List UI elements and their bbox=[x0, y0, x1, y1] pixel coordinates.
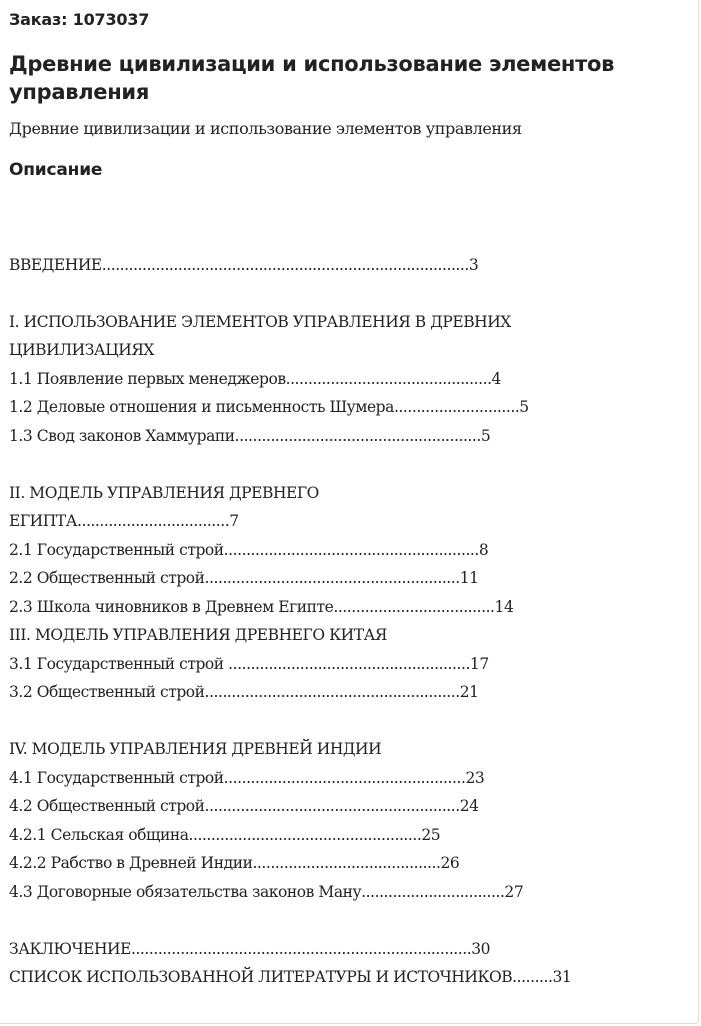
toc-line: 2.2 Общественный строй.........................................................11 bbox=[9, 569, 479, 587]
toc-blank-line bbox=[9, 222, 689, 251]
toc-line: 4.3 Договорные обязательства законов Ману................................27 bbox=[9, 882, 524, 901]
toc-line: 1.1 Появление первых менеджеров..............................................4 bbox=[9, 369, 501, 388]
toc-line: 4.1 Государственный строй......................................................23 bbox=[9, 768, 485, 787]
page-subtitle: Древние цивилизации и использование элементов управления bbox=[9, 119, 522, 138]
toc-line: ЦИВИЛИЗАЦИЯХ bbox=[9, 341, 154, 359]
toc-line: 3.2 Общественный строй.........................................................21 bbox=[9, 683, 479, 701]
toc-line: 1.2 Деловые отношения и письменность Шумера............................5 bbox=[9, 398, 529, 416]
toc-line: 4.2.1 Сельская община....................................................25 bbox=[9, 825, 441, 844]
toc-blank-line bbox=[9, 279, 689, 308]
toc-line: 4.2.2 Рабство в Древней Индии..........................................26 bbox=[9, 854, 460, 872]
table-of-contents bbox=[9, 222, 689, 992]
toc-line: 2.1 Государственный строй.........................................................8 bbox=[9, 540, 489, 559]
toc-line: ЗАКЛЮЧЕНИЕ............................................................................30 bbox=[9, 939, 491, 958]
toc-blank-line bbox=[9, 707, 689, 736]
toc-line: 1.3 Свод законов Хаммурапи.......................................................5 bbox=[9, 426, 491, 445]
description-heading: Описание bbox=[9, 160, 103, 180]
toc-line: 2.3 Школа чиновников в Древнем Египте....................................14 bbox=[9, 597, 514, 616]
toc-line: II. МОДЕЛЬ УПРАВЛЕНИЯ ДРЕВНЕГО bbox=[9, 483, 319, 502]
toc-line: ЕГИПТА..................................7 bbox=[9, 512, 239, 530]
toc-line: III. МОДЕЛЬ УПРАВЛЕНИЯ ДРЕВНЕГО КИТАЯ bbox=[9, 626, 387, 644]
toc-line: 3.1 Государственный строй ......................................................17 bbox=[9, 654, 489, 673]
toc-line: ВВЕДЕНИЕ..................................................................................3 bbox=[9, 255, 479, 274]
toc-line: СПИСОК ИСПОЛЬЗОВАННОЙ ЛИТЕРАТУРЫ И ИСТОЧНИКОВ.........31 bbox=[9, 968, 572, 986]
toc-line: I. ИСПОЛЬЗОВАНИЕ ЭЛЕМЕНТОВ УПРАВЛЕНИЯ В ДРЕВНИХ bbox=[9, 312, 511, 331]
toc-line: IV. МОДЕЛЬ УПРАВЛЕНИЯ ДРЕВНЕЙ ИНДИИ bbox=[9, 740, 382, 758]
toc-blank-line bbox=[9, 906, 689, 935]
page-title: Древние цивилизации и использование элементов управления bbox=[9, 52, 615, 104]
toc-line: 4.2 Общественный строй.........................................................24 bbox=[9, 797, 479, 815]
toc-blank-line bbox=[9, 450, 689, 479]
order-number: Заказ: 1073037 bbox=[9, 10, 150, 29]
